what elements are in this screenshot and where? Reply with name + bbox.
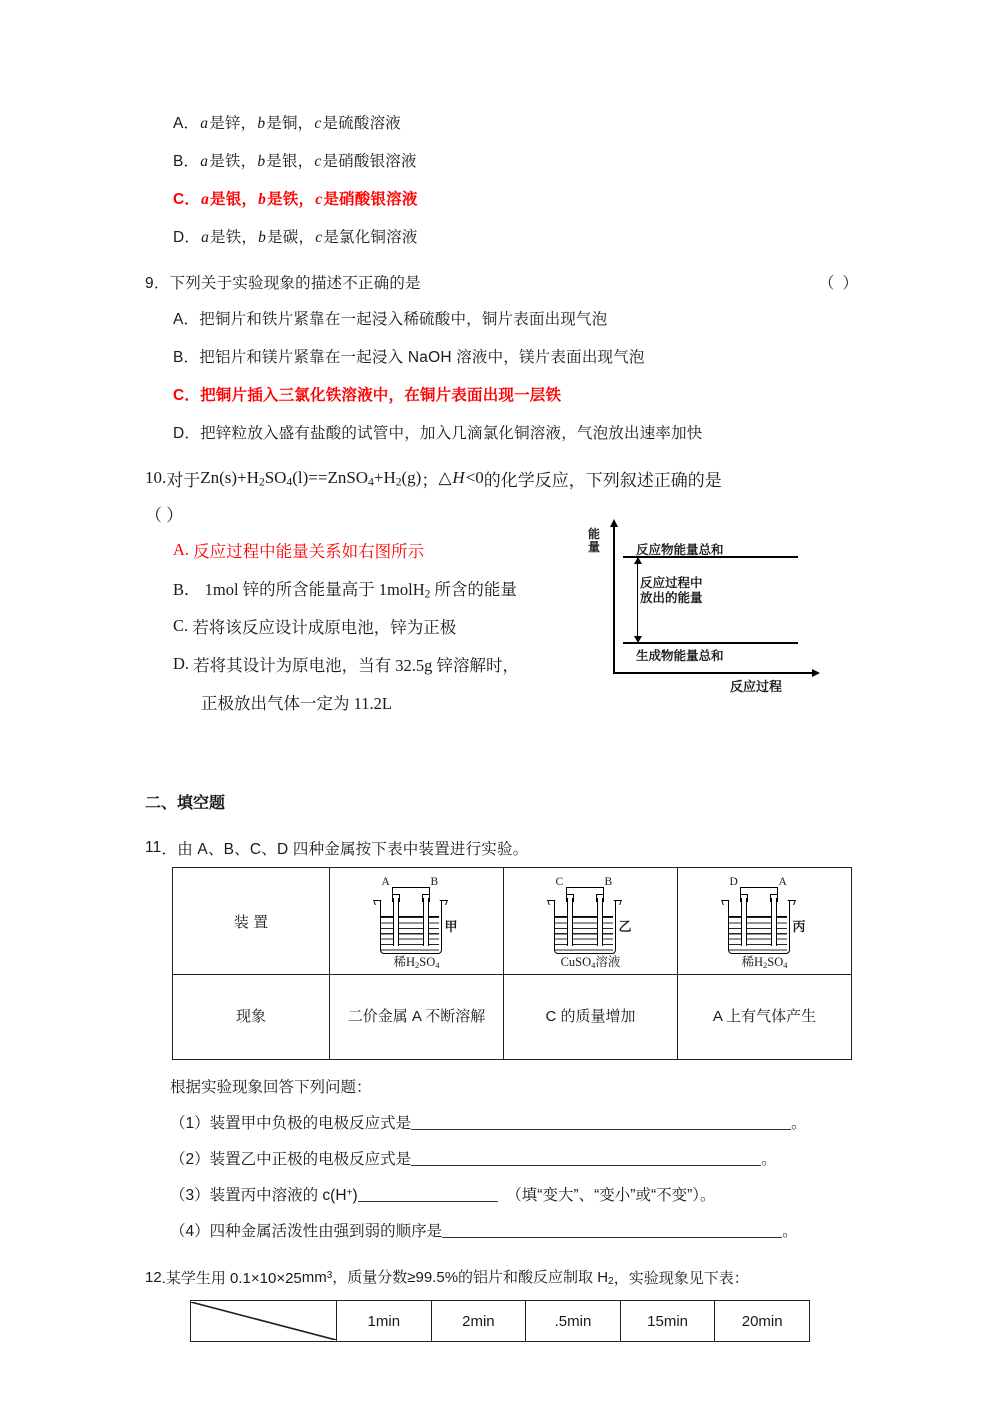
electrode-label-left: D: [729, 876, 738, 888]
time-header-cell: .5min: [526, 1301, 621, 1342]
unit-mm-cubed: $mm^3$: [301, 1268, 333, 1286]
option-text: 是氯化铜溶液: [323, 229, 418, 247]
enthalpy-term: △H<0: [438, 468, 484, 487]
option-text: 若将其设计为原电池，当有 32.5g 锌溶解时，: [193, 656, 520, 675]
stem-suffix: 的化学反应，下列叙述正确的是: [483, 470, 722, 490]
time-header-cell: 2min: [431, 1301, 526, 1342]
question-number: 11: [145, 839, 162, 856]
sub-question-label: （3）: [170, 1187, 210, 1204]
option-text: 是铁，: [209, 153, 257, 171]
option-row: [173, 415, 865, 453]
sub-question-text: 装置乙中正极的电极反应式是: [209, 1151, 412, 1168]
energy-diagram: [580, 518, 830, 693]
stem-text: 由 A、B、C、D 四种金属按下表中装置进行实验。: [177, 841, 529, 858]
solution-fill: [381, 917, 439, 952]
solution-label: 稀$H_2SO_4$: [393, 955, 440, 970]
sub-question-3: [170, 1176, 865, 1212]
electrode-rod-left: [741, 898, 747, 946]
apparatus-cell-bing: [678, 868, 852, 975]
period: 。: [782, 1223, 798, 1240]
option-text: 是铜，: [266, 115, 314, 133]
option-text: 是银，: [266, 153, 314, 171]
semicolon: ；: [421, 470, 439, 490]
sub-question-2: [170, 1140, 865, 1176]
electrode-label-right: B: [430, 876, 439, 888]
electrode-rod-right: [423, 898, 429, 946]
chemical-equation: $Zn(s)+H_2SO_4(l)==ZnSO_4+H_2(g)$: [200, 467, 422, 489]
question-10-answer-paren[interactable]: （ ）: [145, 505, 184, 525]
apparatus-cell-jia: [330, 868, 504, 975]
sub-question-text: 装置甲中负极的电极反应式是: [209, 1115, 412, 1132]
diagonal-header-cell: [191, 1301, 337, 1342]
stem-part-b: ，质量分数≥99.5%的铝片和酸反应制取 $H_2$: [332, 1269, 614, 1288]
option-prefix: B．: [173, 349, 200, 367]
question-12-stem: [145, 1260, 865, 1294]
option-row-highlighted: [173, 377, 865, 415]
option-text: 反应过程中能量关系如右图所示: [193, 542, 425, 561]
question-number: 10.: [145, 468, 167, 487]
answer-blank[interactable]: [358, 1186, 498, 1202]
product-energy-level: [623, 642, 798, 644]
energy-released-label: 反应过程中 放出的能量: [640, 576, 703, 605]
electrode-label-left: A: [381, 876, 390, 888]
answer-blank[interactable]: [442, 1222, 782, 1238]
solution-label: 稀$H_2SO_4$: [741, 955, 788, 970]
sub-question-label: （4）: [170, 1223, 210, 1240]
electrode-rod-left: [567, 898, 573, 946]
y-axis: [613, 526, 615, 674]
option-prefix: D．: [173, 425, 201, 443]
product-energy-label: 生成物能量总和: [636, 649, 724, 663]
option-text: 若将该反应设计成原电池，锌为正极: [192, 618, 457, 637]
question-11-stem: 11 ． 由 A、B、C、D 四种金属按下表中装置进行实验。: [145, 839, 529, 858]
electrode-rod-left: [393, 898, 399, 946]
question-number: 12: [145, 1268, 162, 1286]
option-text: 是硫酸溶液: [322, 115, 401, 133]
phenomenon-cell: A 上有气体产生: [678, 975, 852, 1060]
option-text: 1mol 锌的所含能量高于 1molH$_2$ 所含的能量: [204, 579, 517, 601]
option-row: [173, 219, 865, 257]
option-var-b: b: [258, 191, 267, 209]
option-prefix: A．: [173, 115, 200, 133]
option-var-a: a: [200, 153, 209, 171]
time-header-cell: 20min: [715, 1301, 810, 1342]
option-text: 正极放出气体一定为 11.2L: [201, 694, 392, 713]
apparatus-tag: 丙: [792, 919, 806, 934]
row-label-apparatus: 装 置: [173, 868, 330, 975]
period: 。: [791, 1115, 807, 1132]
electrode-rod-right: [771, 898, 777, 946]
option-prefix: B．: [173, 153, 200, 171]
option-row: [173, 301, 865, 339]
question-9-stem: 9．下列关于实验现象的描述不正确的是: [145, 275, 421, 292]
sub-question-text: 四种金属活泼性由强到弱的顺序是: [209, 1223, 443, 1240]
option-prefix: C．: [173, 191, 201, 209]
apparatus-cell-yi: [504, 868, 678, 975]
solution-label: CuSO$_4$溶液: [560, 955, 621, 970]
question-10-stem: [145, 461, 865, 495]
energy-released-arrow: [637, 558, 638, 642]
apparatus-table: [172, 867, 852, 1060]
reaction-progress-label: 反应过程: [730, 679, 783, 694]
solution-fill: [555, 917, 613, 952]
option-text: 把锌粒放入盛有盐酸的试管中，加入几滴氯化铜溶液，气泡放出速率加快: [200, 425, 703, 443]
solution-surface: [729, 916, 787, 917]
option-prefix: D．: [173, 229, 201, 247]
stem-prefix: 对于: [166, 470, 201, 490]
option-text: 是硝酸银溶液: [322, 153, 417, 171]
option-prefix: C．: [173, 387, 201, 405]
time-header-cell: 1min: [337, 1301, 432, 1342]
apparatus-tag: 甲: [444, 919, 458, 934]
row-label-phenomena: 现象: [173, 975, 330, 1060]
option-text: 把铜片和铁片紧靠在一起浸入稀硫酸中，铜片表面出现气泡: [199, 311, 608, 329]
option-var-a: a: [200, 115, 209, 133]
option-var-c: c: [315, 191, 323, 209]
option-text: 把铝片和镁片紧靠在一起浸入 NaOH 溶液中，镁片表面出现气泡: [199, 349, 645, 367]
reactant-energy-label: 反应物能量总和: [636, 543, 724, 557]
table-row-header: [191, 1301, 810, 1342]
diagonal-line-icon: [191, 1302, 336, 1340]
phenomenon-cell: C 的质量增加: [504, 975, 678, 1060]
table-row-apparatus: [173, 868, 852, 975]
time-table: [190, 1300, 810, 1342]
sub-question-1: [170, 1104, 865, 1140]
option-row: [173, 143, 865, 181]
option-prefix: A.: [173, 540, 190, 559]
option-text: 是碳，: [267, 229, 315, 247]
sub-question-label: （2）: [170, 1151, 210, 1168]
electrode-label-left: C: [555, 876, 564, 888]
stem-part-a: .某学生用 0.1×10×25: [161, 1269, 302, 1287]
energy-axis-label: 能量: [588, 527, 601, 554]
phenomenon-cell: 二价金属 A 不断溶解: [330, 975, 504, 1060]
electrode-label-right: B: [604, 876, 613, 888]
option-var-c: c: [314, 153, 322, 171]
option-prefix: B．: [173, 580, 201, 599]
option-var-a: a: [201, 191, 210, 209]
solution-surface: [381, 916, 439, 917]
question-9-stem-row: [145, 263, 860, 301]
sub-question-4: [170, 1212, 865, 1248]
page-content: [145, 105, 865, 1342]
hint-text: （填“变大”、“变小”或“不变”）。: [497, 1187, 716, 1204]
option-prefix: C.: [173, 616, 189, 635]
section-heading-fill-blank: 二、填空题: [145, 794, 226, 812]
beaker-diagram: [342, 876, 492, 970]
sub-question-text: 装置丙中溶液的 c(H+): [209, 1187, 358, 1204]
option-text: 是铁，: [267, 191, 315, 209]
solution-surface: [555, 916, 613, 917]
question-8-options: [145, 105, 865, 257]
apparatus-tag: 乙: [618, 919, 632, 934]
answer-blank[interactable]: [411, 1114, 791, 1130]
x-axis: [613, 672, 813, 674]
answer-blank[interactable]: [411, 1150, 761, 1166]
option-text: 是锌，: [209, 115, 257, 133]
beaker-diagram: [516, 876, 666, 970]
option-text: 把铜片插入三氯化铁溶液中，在铜片表面出现一层铁: [200, 387, 562, 405]
electrode-label-right: A: [778, 876, 787, 888]
sub-question-label: （1）: [170, 1115, 210, 1132]
option-var-c: c: [314, 115, 322, 133]
option-row-highlighted: [173, 181, 865, 219]
option-text: 是银，: [210, 191, 258, 209]
option-text: 是硝酸银溶液: [323, 191, 418, 209]
option-prefix: A．: [173, 311, 200, 329]
question-9-answer-paren[interactable]: （ ）: [818, 275, 860, 292]
option-prefix: D.: [173, 654, 190, 673]
option-var-b: b: [257, 115, 266, 133]
time-header-cell: 15min: [620, 1301, 715, 1342]
question-9: [145, 263, 865, 453]
option-var-b: b: [257, 153, 266, 171]
question-11-prompt: 根据实验现象回答下列问题：: [170, 1079, 372, 1096]
stem-part-c: ，实验现象见下表：: [613, 1269, 749, 1287]
table-row-phenomena: [173, 975, 852, 1060]
period: 。: [761, 1151, 777, 1168]
option-text: 是铁，: [210, 229, 258, 247]
option-row: [173, 105, 865, 143]
option-var-a: a: [201, 229, 210, 247]
solution-fill: [729, 917, 787, 952]
beaker-diagram: [690, 876, 840, 970]
option-var-c: c: [315, 229, 323, 247]
electrode-rod-right: [597, 898, 603, 946]
option-var-b: b: [258, 229, 267, 247]
option-row: [173, 339, 865, 377]
